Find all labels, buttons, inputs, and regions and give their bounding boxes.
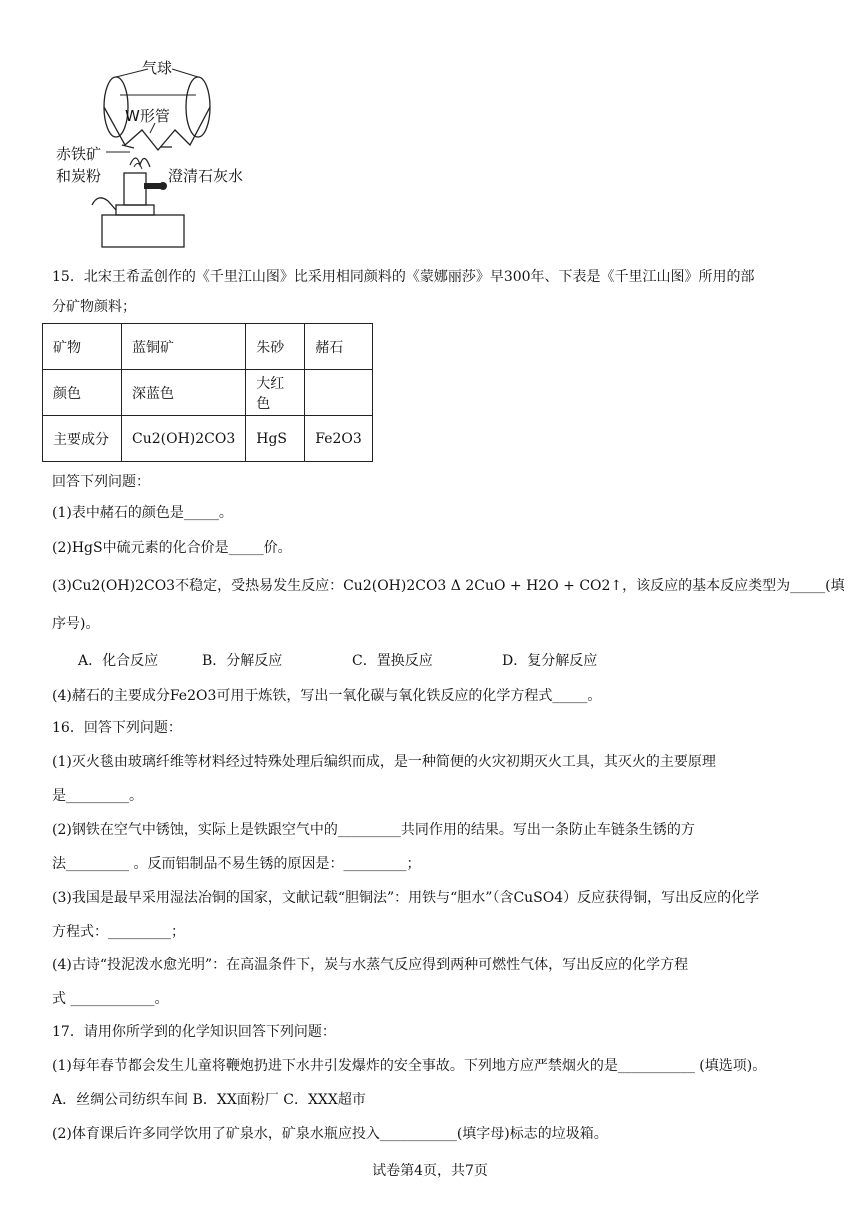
table-row [43, 370, 373, 416]
table-cell: 朱砂 [246, 324, 305, 370]
table-cell: 蓝铜矿 [122, 324, 246, 370]
q16-sub1-line1: (1)灭火毯由玻璃纤维等材料经过特殊处理后编织而成，是一种简便的火灾初期灭火工具，其灭火的主要原理 [52, 754, 716, 770]
q15-option-d: D．复分解反应 [502, 653, 598, 669]
table-cell: 主要成分 [43, 416, 122, 462]
q15-sub3-suffix: ，该反应的基本反应类型为_____(填 [622, 578, 845, 594]
q15-sub2: (2)HgS中硫元素的化合价是_____价。 [52, 540, 292, 556]
q15-option-b: B．分解反应 [202, 653, 283, 669]
table-cell: 颜色 [43, 370, 122, 416]
table-cell: 深蓝色 [122, 370, 246, 416]
q15-option-c: C．置换反应 [352, 653, 433, 669]
ore-label-line2: 和炭粉 [56, 167, 102, 185]
table-cell: 大红色 [246, 370, 305, 416]
table-cell: 矿物 [43, 324, 122, 370]
q16-sub4-line1: (4)古诗“投泥泼水愈光明”：在高温条件下，炭与水蒸气反应得到两种可燃性气体，写出反应的化学方程 [52, 957, 689, 973]
limewater-label: 澄清石灰水 [168, 167, 244, 185]
table-row [43, 324, 373, 370]
q15-sub4: (4)赭石的主要成分Fe2O3可用于炼铁，写出一氧化碳与氧化铁反应的化学方程式_____。 [52, 688, 602, 704]
balloon-label: 气球 [142, 59, 173, 77]
q17-sub1: (1)每年春节都会发生儿童将鞭炮扔进下水井引发爆炸的安全事故。下列地方应严禁烟火的是___________ (填选项)。 [52, 1058, 767, 1074]
q15-option-a: A．化合反应 [78, 653, 159, 669]
table-row [43, 416, 373, 462]
q16-sub1-line2: 是_________。 [52, 788, 143, 804]
q16-title: 16．回答下列问题： [52, 720, 182, 736]
q16-sub2-line2: 法_________ 。反而铝制品不易生锈的原因是：_________； [52, 856, 421, 872]
q15-sub3-equation: Cu2(OH)2CO3 Δ 2CuO + H2O + CO2↑ [343, 578, 623, 594]
table-cell: 赭石 [305, 324, 373, 370]
page-footer: 试卷第4页，共7页 [372, 1163, 488, 1179]
ore-label-line1: 赤铁矿 [56, 145, 102, 163]
q16-sub3-line1: (3)我国是最早采用湿法冶铜的国家，文献记载“胆铜法”：用铁与“胆水”（含CuSO4）反应获得铜，写出反应的化学 [52, 890, 760, 906]
q17-sub2: (2)体育课后许多同学饮用了矿泉水，矿泉水瓶应投入___________(填字母)标志的垃圾箱。 [52, 1126, 608, 1142]
q15-sub1: (1)表中赭石的颜色是_____。 [52, 505, 233, 521]
table-cell: Fe2O3 [305, 416, 373, 462]
q15-sub3-prefix: (3)Cu2(OH)2CO3不稳定，受热易发生反应： [52, 578, 344, 594]
q15-intro-line1: 15．北宋王希孟创作的《千里江山图》比采用相同颜料的《蒙娜丽莎》早300年、下表是《千里江山图》所用的部 [52, 269, 755, 285]
q16-sub2-line1: (2)钢铁在空气中锈蚀，实际上是铁跟空气中的_________共同作用的结果。写出一条防止车链条生锈的方 [52, 822, 695, 838]
pigment-table [42, 323, 373, 462]
q16-sub3-line2: 方程式：_________； [52, 924, 185, 940]
w-tube-label: W形管 [125, 107, 170, 125]
q16-sub4-line2: 式 ____________。 [52, 991, 169, 1007]
q15-answer-prompt: 回答下列问题： [52, 474, 150, 490]
q15-sub3-line2: 序号)。 [52, 616, 100, 632]
table-cell: HgS [246, 416, 305, 462]
q17-sub1-options: A．丝绸公司纺织车间 B．XX面粉厂 C．XXX超市 [52, 1092, 366, 1108]
table-cell: Cu2(OH)2CO3 [122, 416, 246, 462]
apparatus-figure [50, 55, 260, 250]
q17-title: 17．请用你所学到的化学知识回答下列问题： [52, 1024, 336, 1040]
q15-intro-line2: 分矿物颜料； [52, 299, 136, 315]
q15-sub3-line1 [52, 576, 845, 596]
table-cell [305, 370, 373, 416]
